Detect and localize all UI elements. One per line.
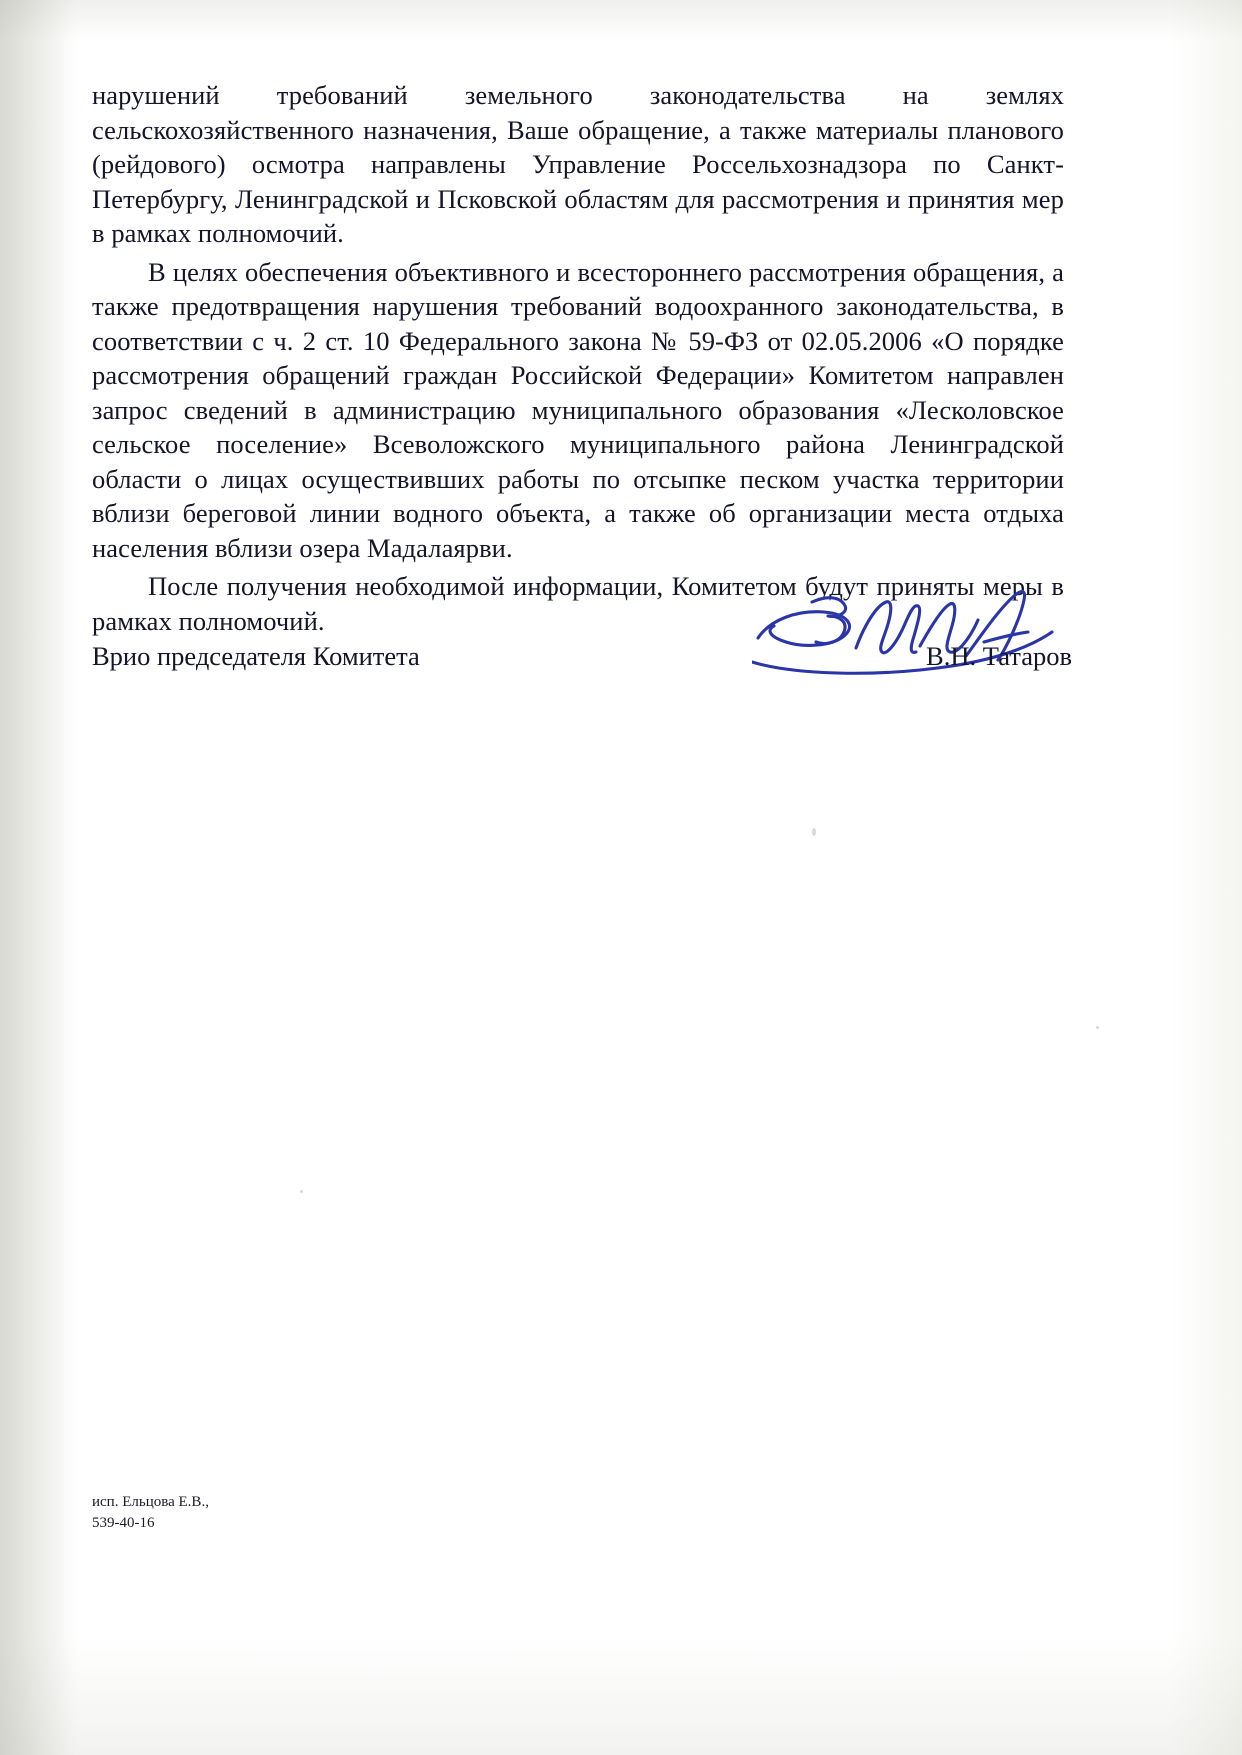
signer-position: Врио председателя Комитета (92, 641, 420, 671)
paragraph-closing: После получения необходимой информации, Комитетом будут приняты меры в рамках полномочий. (92, 571, 1064, 636)
footer-executor: исп. Ельцова Е.В., (92, 1494, 209, 1510)
scan-edge-shading-top (0, 0, 1242, 40)
scan-edge-shading-bottom (0, 1635, 1242, 1755)
scan-speck (300, 1190, 303, 1193)
footer-phone: 539-40-16 (92, 1515, 155, 1531)
paragraph-request-details: В целях обеспечения объективного и всестороннего рассмотрения обращения, а также предотвращения нарушения требований водоохранного законодательства, в соответствии с ч. 2 ст. 10 Федерального закона № 59-ФЗ от 02.05.2006 «О порядке рассмотрения обращений граждан Российской Федерации» Комитетом направлен запрос сведений в администрацию муниципального образования «Лесколовское сельское поселение» Всеволожского муниципального района Ленинградской области о лицах осуществивших работы по отсыпке песком участка территории вблизи береговой линии водного объекта, а также об организации места отдыха населения вблизи озера Мадалаярви. (92, 256, 1064, 563)
scan-speck (1096, 1026, 1099, 1029)
scan-edge-shading-left (0, 0, 78, 1755)
document-footer (92, 1492, 209, 1534)
signature-block (92, 618, 1072, 708)
scan-speck (812, 828, 816, 836)
paragraph-continuation: нарушений требований земельного законодательства на землях сельскохозяйственного назначения, Ваше обращение, а также материалы планового (рейдового) осмотра направлены Управление Россельхознадзора по Санкт-Петербургу, Ленинградской и Псковской областям для рассмотрения и принятия мер в рамках полномочий. (92, 80, 1064, 248)
signer-name: В.Н. Татаров (926, 641, 1072, 671)
document-body (92, 78, 1064, 638)
